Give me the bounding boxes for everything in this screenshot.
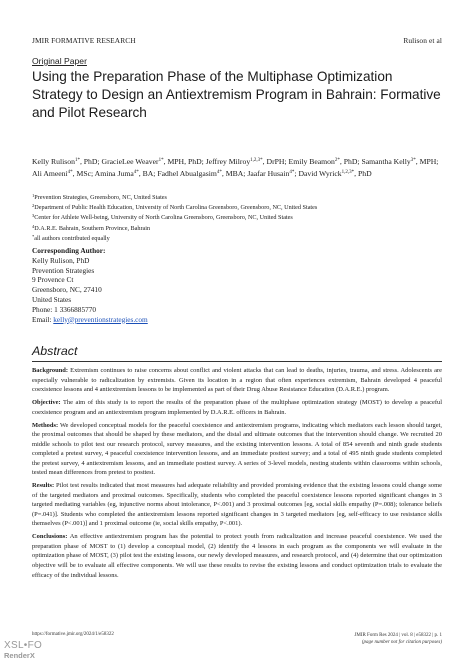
- paper-type: Original Paper: [32, 56, 87, 66]
- author-name: GracieLee Weaver: [101, 157, 159, 166]
- author-degree: , PhD;: [79, 157, 102, 166]
- footer-citation: [282, 632, 442, 646]
- author-affil-sup: 1,2,3*: [250, 158, 263, 163]
- author-affil-sup: 4*: [133, 170, 139, 175]
- author: [32, 157, 102, 166]
- corresponding-line: United States: [32, 294, 72, 304]
- author: [247, 169, 298, 178]
- logo-line-1: XSL•FO: [4, 640, 43, 651]
- abstract-body: [32, 366, 442, 583]
- affiliation-sup: 4: [32, 223, 35, 229]
- author: [157, 169, 247, 178]
- author-affil-sup: 1,2,3*: [341, 170, 355, 175]
- author: [289, 157, 362, 166]
- author: [102, 157, 206, 166]
- abstract-section-label: Objective:: [32, 399, 61, 407]
- affiliation-text: all authors contributed equally: [34, 234, 110, 242]
- email-label: Email:: [32, 314, 54, 324]
- author: [32, 169, 95, 178]
- abstract-section-label: Background:: [32, 367, 69, 374]
- author-affil-sup: 2*: [334, 158, 340, 163]
- author-name: Jaafar Husain: [247, 169, 290, 178]
- abstract-section-text: The aim of this study is to report the results of the preparation phase of the multiphase optimization strategy (MOST) to develop a peaceful coexistence program and an antiextremism program implemented by D.A.R.E. officers in Bahrain.: [32, 399, 442, 416]
- author-affil-sup: 4*: [67, 170, 73, 175]
- corresponding-label: Corresponding Author:: [32, 246, 106, 255]
- affiliation: [32, 234, 444, 244]
- author-name: Samantha Kelly: [361, 157, 411, 166]
- author-affil-sup: 1*: [74, 158, 80, 163]
- affiliation: [32, 193, 444, 203]
- abstract-section-label: Methods:: [32, 421, 59, 429]
- affiliation: [32, 224, 444, 234]
- affiliation: [32, 203, 444, 213]
- footer-ref: JMIR Form Res 2024 | vol. 8 | e58322 | p. 1: [354, 633, 442, 638]
- abstract-section: [32, 481, 442, 529]
- affiliation-sup: *: [32, 233, 35, 239]
- abstract-section-text: Extremism continues to raise concerns about conflict and violent attacks that can lead to deaths, injuries, trauma, and stress. Adolescents are especially vulnerable to radicalization by extremists. Given its location in a region that often experiences extremism, Bahrain developed 4 peaceful coexistence lessons and 4 antiextremism lessons to be implemented as part of their Drug Abuse Resistance Education (D.A.R.E.) program.: [32, 367, 442, 394]
- affiliation-text: Center for Athlete Well-being, University of North Carolina Greensboro, Greensboro, NC, United States: [34, 214, 293, 222]
- affiliation: [32, 213, 444, 223]
- author: [298, 169, 371, 178]
- email-row: [32, 315, 332, 325]
- abstract-section-text: Pilot test results indicated that most measures had adequate reliability and provided promising evidence that the existing lessons could change some of the targeted mediators and proximal outcomes. Specifically, students who completed the peaceful coexistence lessons reported significant changes in 3 targeted mediating variables (eg, injunctive norms about intolerance, P<.001) and 3 proximal outcomes [eg, social skills empathy (P=.008); tolerance beliefs (P=.041)]. Students who completed the antiextremism lessons reported significant changes in 3 targeted mediators [eg, self-efficacy to use resistance skills themselves (P<.001)] and 1 proximal outcome (ie, social skills empathy, P<.001).: [32, 482, 442, 528]
- footer-url[interactable]: https://formative.jmir.org/2024/1/e58322: [32, 632, 114, 637]
- journal-name: JMIR FORMATIVE RESEARCH: [32, 36, 136, 45]
- abstract-section: [32, 421, 442, 478]
- author-name: Kelly Rulison: [32, 157, 75, 166]
- paper-title: Using the Preparation Phase of the Multiphase Optimization Strategy to Design an Antiextremism Program in Bahrain: Formative and Pilot Research: [32, 69, 441, 121]
- abstract-section-text: We developed conceptual models for the peaceful coexistence and antiextremism programs, indicating which mediators each lesson should target, the proximal outcomes that should be shaped by these mediators, and the distal and ultimate outcomes that the intervention should change. We recruited 20 middle schools to pilot test our research protocol, survey measures, and the existing intervention lessons. A total of 854 seventh and ninth grade students completed a pretest survey, 4 peaceful coexistence intervention lessons, and an immediate posttest survey; and a total of 495 ninth grade students completed the pretest survey, 4 antiextremism lessons, and an immediate posttest survey. A series of 3-level models, nesting students within classrooms within schools, tested mean differences from pretest to posttest.: [32, 421, 442, 477]
- author-name: Amina Juma: [94, 169, 134, 178]
- author-name: David Wyrick: [298, 169, 342, 178]
- affiliation-sup: 1: [32, 193, 35, 198]
- abstract-section-text: An effective antiextremism program has the potential to protect youth from radicalization and increase peaceful coexistence. We used the preparation phase of MOST to (1) develop a conceptual model, (2) identify the 4 lessons in each program as the components we will evaluate in the optimization phase of MOST, (3) pilot test the existing lessons, our newly developed measures, and research protocol, and (4) determine that our optimization objective will be to evaluate all effective components. We will use these results to revise the existing lessons and conduct optimization trials to evaluate the efficacy of the individual lessons.: [32, 533, 442, 579]
- author-affil-sup: 4*: [216, 170, 222, 175]
- corresponding-line: 9 Provence Ct: [32, 275, 74, 285]
- author-affil-sup: 4*: [289, 170, 295, 175]
- corresponding-line: Kelly Rulison, PhD: [32, 255, 90, 265]
- abstract-section: [32, 366, 442, 395]
- author: [95, 169, 158, 178]
- author-affil-sup: 1*: [158, 158, 164, 163]
- author-degree: , DrPH;: [262, 157, 289, 166]
- abstract-section-label: Conclusions:: [32, 533, 68, 541]
- affiliation-sup: 2: [32, 203, 35, 209]
- author: [206, 157, 289, 166]
- corresponding-line: Prevention Strategies: [32, 265, 95, 275]
- abstract-section-label: Results:: [32, 482, 55, 490]
- author-degree: , MSc;: [72, 169, 95, 178]
- abstract-section: [32, 398, 442, 417]
- author-name: Fadhel Abualgasim: [157, 169, 217, 178]
- affiliation-text: Prevention Strategies, Greensboro, NC, United States: [34, 194, 167, 201]
- abstract-heading: Abstract: [32, 344, 78, 358]
- corresponding-line: Phone: 1 3366885770: [32, 304, 97, 314]
- author-name: Emily Beamon: [288, 157, 335, 166]
- renderx-logo: [4, 640, 48, 660]
- logo-line-2: RenderX: [4, 651, 35, 660]
- author-name: Ali Ameeni: [32, 169, 68, 178]
- author-degree: ;: [294, 169, 299, 178]
- affiliation-text: D.A.R.E. Bahrain, Southern Province, Bahrain: [34, 224, 151, 232]
- footer-note: (page number not for citation purposes): [361, 640, 442, 645]
- affiliation-sup: 3: [32, 213, 35, 219]
- abstract-section: [32, 532, 442, 580]
- corresponding-author: [32, 246, 332, 324]
- author-list: [32, 156, 444, 180]
- author-degree: , MBA;: [221, 169, 248, 178]
- author-degree: , MPH;: [415, 157, 439, 166]
- affiliation-list: [32, 193, 444, 244]
- email-link[interactable]: kelly@preventionstrategies.com: [53, 314, 148, 324]
- running-authors: Rulison et al: [403, 36, 442, 45]
- author-degree: , PhD;: [339, 157, 362, 166]
- abstract-divider: [32, 361, 442, 362]
- author-name: Jeffrey Milroy: [205, 157, 251, 166]
- affiliation-text: Department of Public Health Education, University of North Carolina Greensboro, Greensboro, NC, United States: [34, 204, 318, 212]
- author-degree: , PhD: [354, 169, 372, 178]
- author-degree: , BA;: [138, 169, 158, 178]
- author-degree: , MPH, PhD;: [163, 157, 206, 166]
- corresponding-line: Greensboro, NC, 27410: [32, 285, 102, 295]
- author: [361, 157, 438, 166]
- author-affil-sup: 3*: [410, 158, 416, 163]
